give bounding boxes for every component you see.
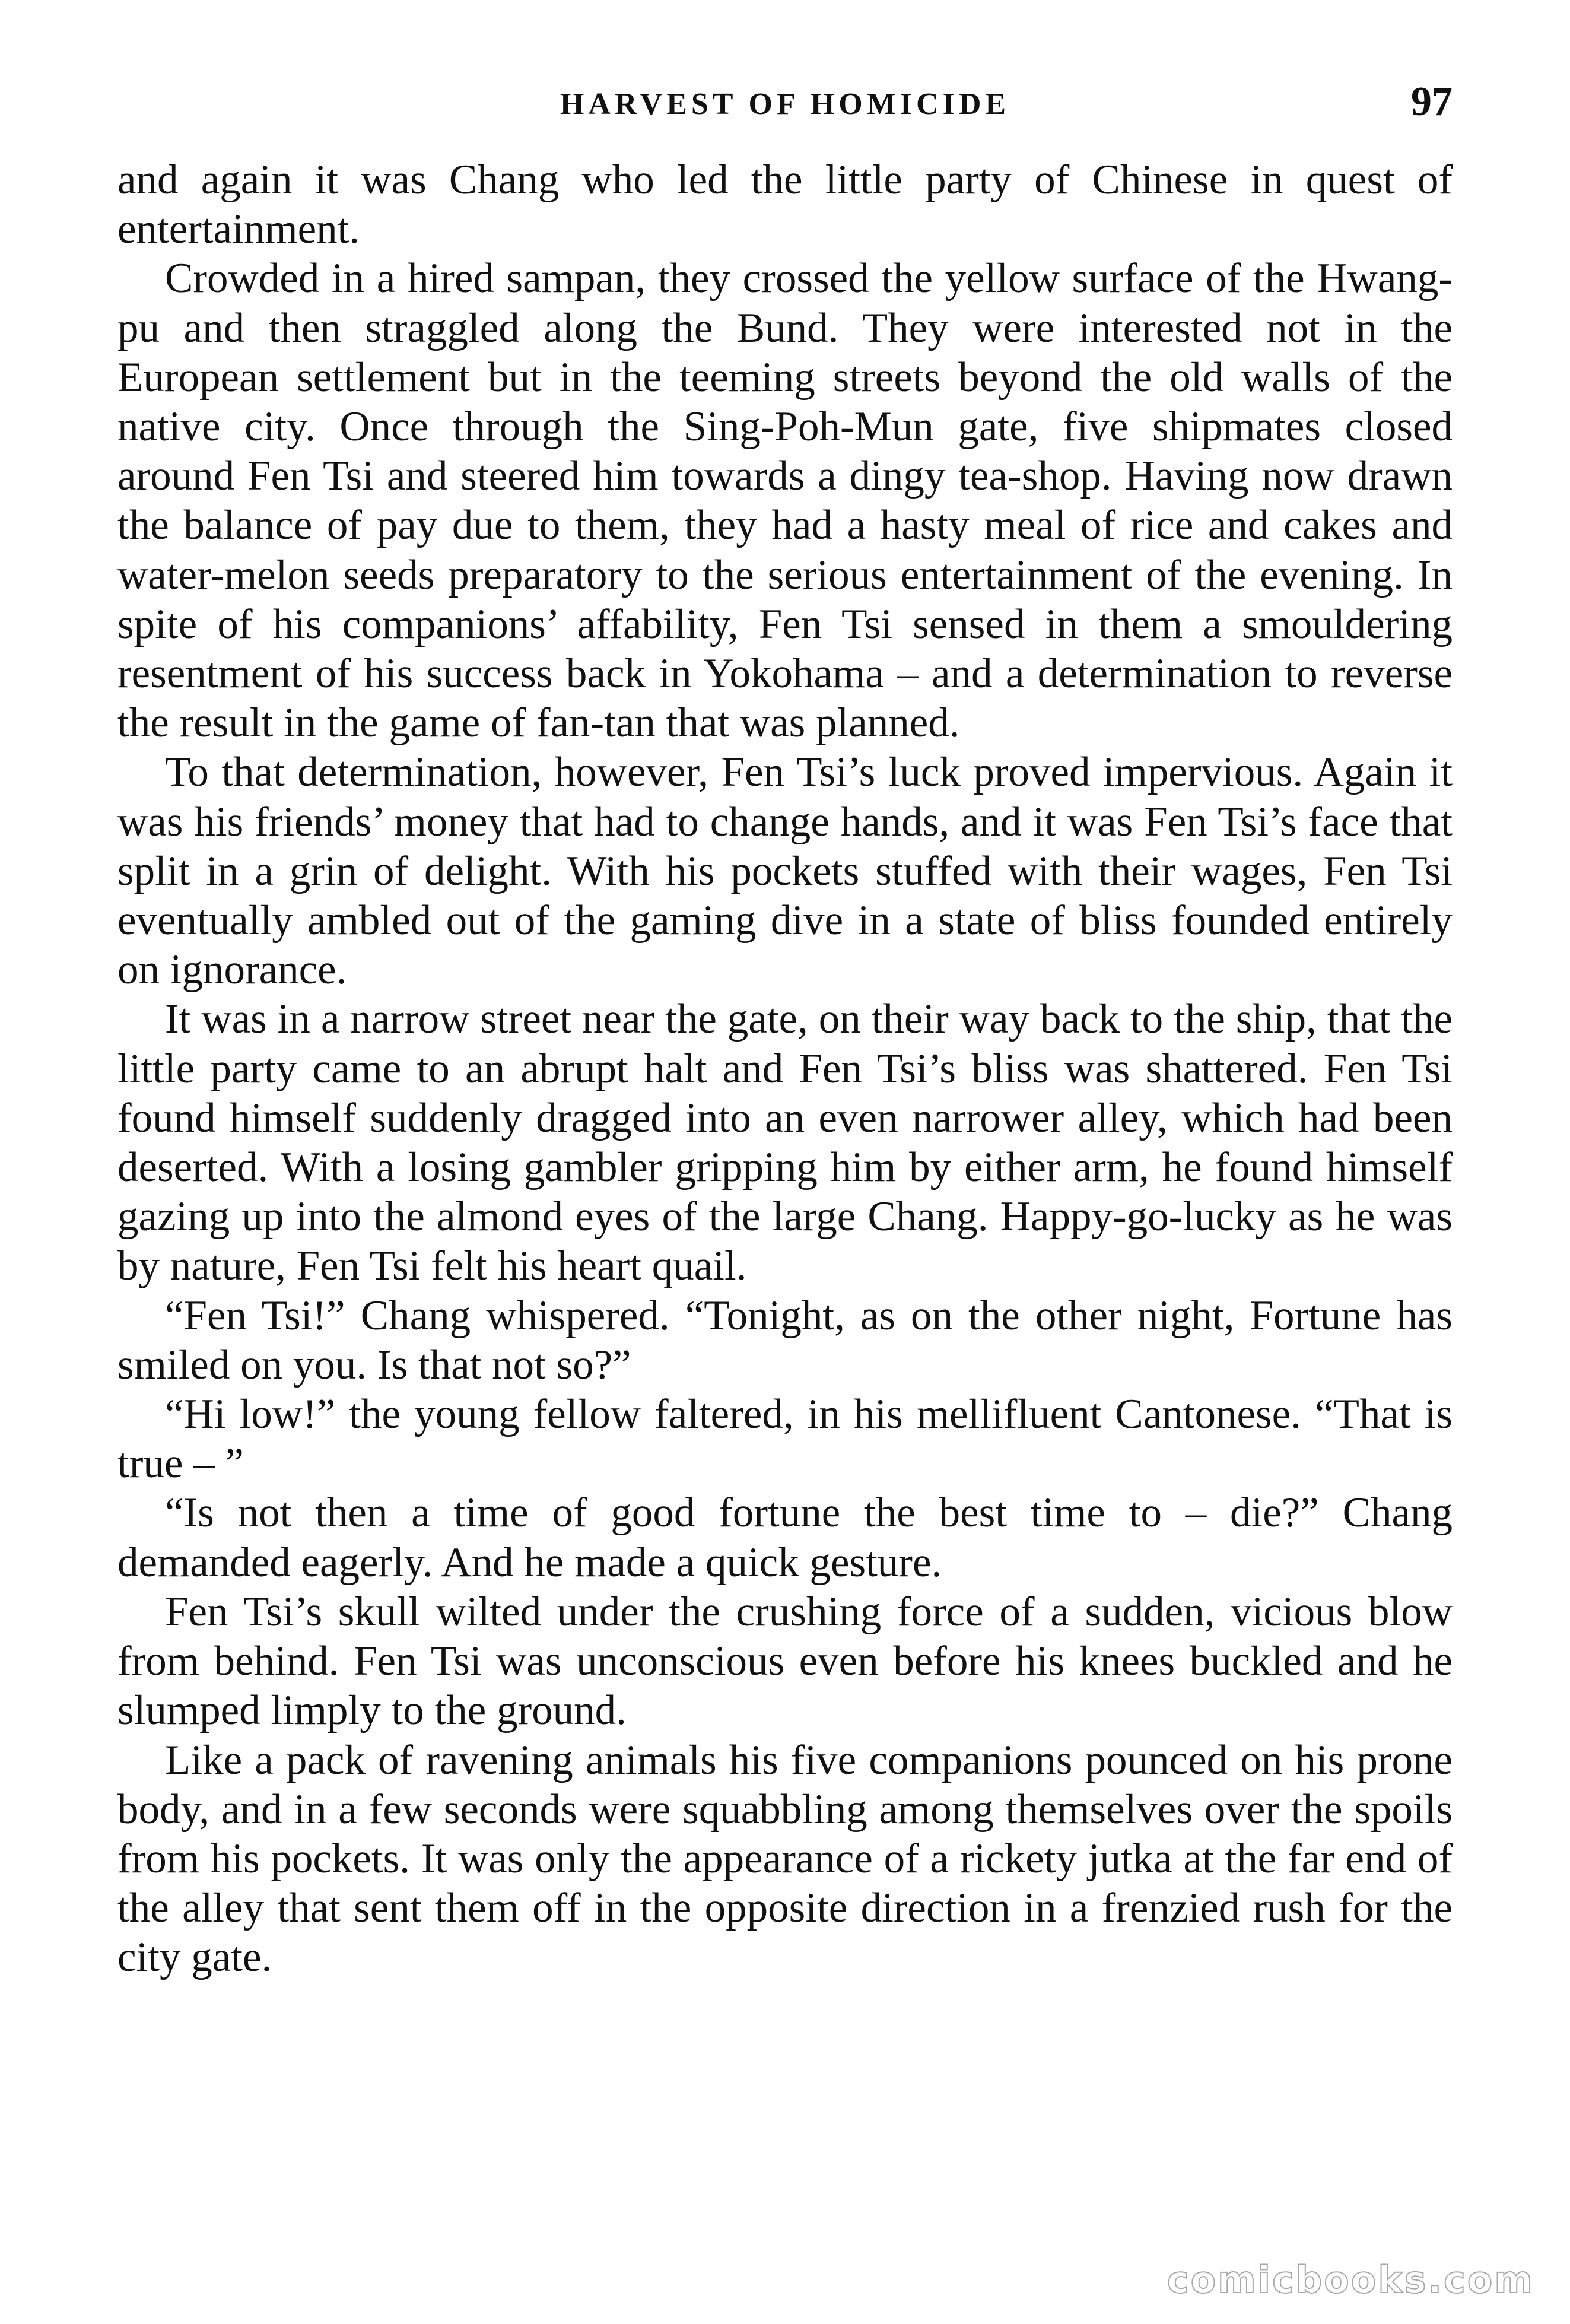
page-number: 97 — [1411, 79, 1453, 125]
running-title: HARVEST OF HOMICIDE — [560, 87, 1010, 121]
body-text — [117, 155, 1453, 1983]
paragraph-8: Fen Tsi’s skull wilted under the crushing force of a sudden, vicious blow from behind. Fen Tsi was unconscious even before his knees buckled and he slumped limply to the ground. — [117, 1588, 1453, 1734]
paragraph-7: “Is not then a time of good fortune the best time to – die?” Chang demanded eagerly. And he made a quick gesture. — [117, 1490, 1453, 1586]
paragraph-6: “Hi low!” the young fellow faltered, in his mellifluent Cantonese. “That is true – ” — [117, 1391, 1453, 1487]
paragraph-3: To that determination, however, Fen Tsi’s luck proved impervious. Again it was his friends’ money that had to change hands, and it was Fen Tsi’s face that split in a grin of delight. With his pockets stuffed with their wages, Fen Tsi eventually ambled out of the gaming dive in a state of bliss founded entirely on ignorance. — [117, 749, 1453, 993]
watermark: comicbooks.com — [1167, 2258, 1534, 2301]
paragraph-1: and again it was Chang who led the little party of Chinese in quest of entertainment. — [117, 157, 1453, 253]
paragraph-4: It was in a narrow street near the gate, on their way back to the ship, that the little party came to an abrupt halt and Fen Tsi’s bliss was shattered. Fen Tsi found himself suddenly dragged into an even narrower alley, which had been deserted. With a losing gambler gripping him by either arm, he found himself gazing up into the almond eyes of the large Chang. Happy-go-lucky as he was by nature, Fen Tsi felt his heart quail. — [117, 996, 1453, 1290]
paragraph-2: Crowded in a hired sampan, they crossed the yellow surface of the Hwang-pu and then straggled along the Bund. They were interested not in the European settlement but in the teeming streets beyond the old walls of the native city. Once through the Sing-Poh-Mun gate, five shipmates closed around Fen Tsi and steered him towards a dingy tea-shop. Having now drawn the balance of pay due to them, they had a hasty meal of rice and cakes and water-melon seeds preparatory to the serious entertainment of the evening. In spite of his companions’ affability, Fen Tsi sensed in them a smouldering resentment of his success back in Yokohama – and a determination to reverse the result in the game of fan-tan that was planned. — [117, 255, 1453, 747]
running-head — [117, 79, 1453, 131]
paragraph-5: “Fen Tsi!” Chang whispered. “Tonight, as on the other night, Fortune has smiled on you. Is that not so?” — [117, 1292, 1453, 1388]
paragraph-9: Like a pack of ravening animals his five companions pounced on his prone body, and in a few seconds were squabbling among themselves over the spoils from his pockets. It was only the appearance of a rickety jutka at the far end of the alley that sent them off in the opposite direction in a frenzied rush for the city gate. — [117, 1736, 1453, 1981]
